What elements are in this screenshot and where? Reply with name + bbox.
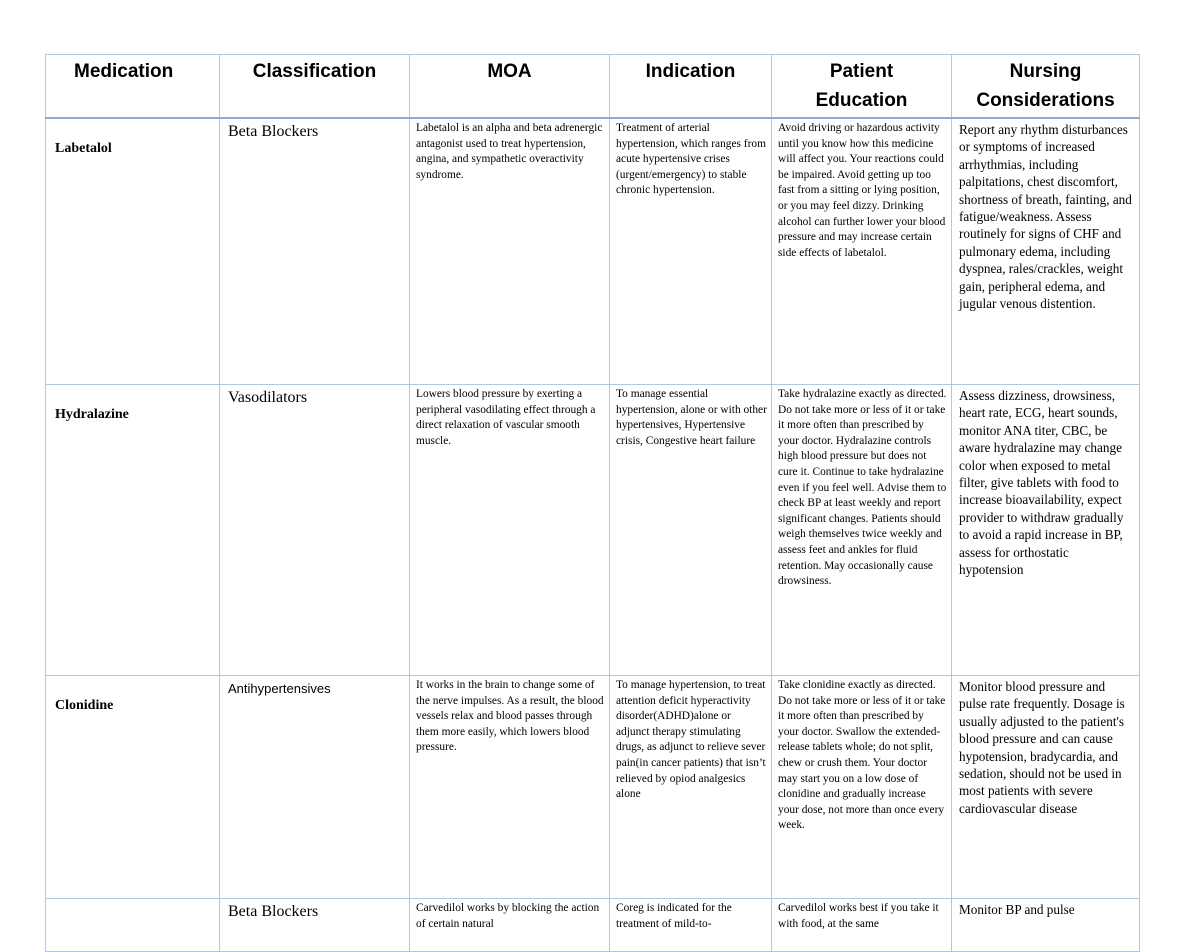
header-patient-education xyxy=(772,55,952,119)
table-row xyxy=(46,118,1140,385)
header-patient-education-line2: Education xyxy=(815,90,908,111)
medication-name: Hydralazine xyxy=(46,385,220,676)
medication-table-page xyxy=(45,54,1139,952)
nursing-considerations-cell xyxy=(952,899,1140,952)
medication-name xyxy=(46,899,220,952)
patient-education-cell xyxy=(772,899,952,952)
medication-name: Clonidine xyxy=(46,676,220,899)
indication-cell xyxy=(610,899,772,952)
medication-name: Labetalol xyxy=(46,118,220,385)
patient-education-text: Carvedilol works best if you take it with food, at the same xyxy=(778,902,939,930)
nursing-considerations-cell: Monitor blood pressure and pulse rate frequently. Dosage is usually adjusted to the patient's blood pressure and can cause hypotension, bradycardia, and sedation, should not be used in most patients with severe cardiovascular disease xyxy=(952,676,1140,899)
moa-cell: It works in the brain to change some of the nerve impulses. As a result, the blood vessels relax and blood passes through them more easily, which lowers blood pressure. xyxy=(410,676,610,899)
moa-cell: Lowers blood pressure by exerting a peripheral vasodilating effect through a direct relaxation of vascular smooth muscle. xyxy=(410,385,610,676)
nursing-text: Monitor BP and pulse xyxy=(959,902,1075,917)
moa-cell: Labetalol is an alpha and beta adrenergic antagonist used to treat hypertension, angina, and sympathetic overactivity syndrome. xyxy=(410,118,610,385)
classification-cell: Vasodilators xyxy=(220,385,410,676)
patient-education-cell: Avoid driving or hazardous activity until you know how this medicine will affect you. Your reactions could be impaired. Avoid getting up too fast from a sitting or lying position, or you may feel dizzy. Drinking alcohol can further lower your blood pressure and may increase certain side effects of labetalol. xyxy=(772,118,952,385)
table-row xyxy=(46,385,1140,676)
classification-cell: Antihypertensives xyxy=(220,676,410,899)
header-classification: Classification xyxy=(220,55,410,119)
header-patient-education-line1: Patient xyxy=(829,61,894,82)
classification-cell: Beta Blockers xyxy=(220,118,410,385)
table-row xyxy=(46,899,1140,952)
indication-cell: To manage hypertension, to treat attention deficit hyperactivity disorder(ADHD)alone or adjunct therapy stimulating drugs, as adjunct to relieve sever pain(in cancer patients) that isn’t relieved by opiod analgesics alone xyxy=(610,676,772,899)
header-moa: MOA xyxy=(410,55,610,119)
moa-text: Carvedilol works by blocking the action of certain natural xyxy=(416,902,600,930)
patient-education-cell: Take hydralazine exactly as directed. Do not take more or less of it or take it more often than prescribed by your doctor. Hydralazine controls high blood pressure but does not cure it. Continue to take hydralazine even if you feel well. Advise them to check BP at least weekly and report significant changes. Patients should weigh themselves twice weekly and assess feet and ankles for fluid retention. May occasionally cause drowsiness. xyxy=(772,385,952,676)
header-indication: Indication xyxy=(610,55,772,119)
header-nursing-line2: Considerations xyxy=(976,90,1115,111)
header-row xyxy=(46,55,1140,119)
classification-text: Beta Blockers xyxy=(228,903,319,920)
header-nursing-considerations xyxy=(952,55,1140,119)
patient-education-cell: Take clonidine exactly as directed. Do not take more or less of it or take it more often than prescribed by your doctor. Swallow the extended-release tablets whole; do not split, chew or crush them. Your doctor may start you on a low dose of clonidine and gradually increase your dose, not more than once every week. xyxy=(772,676,952,899)
indication-cell: Treatment of arterial hypertension, which ranges from acute hypertensive crises (urgent/emergency) to stable chronic hypertension. xyxy=(610,118,772,385)
medication-table xyxy=(45,54,1140,952)
header-nursing-line1: Nursing xyxy=(1009,61,1082,82)
nursing-considerations-cell: Report any rhythm disturbances or symptoms of increased arrhythmias, including palpitations, chest discomfort, shortness of breath, fainting, and fatigue/weakness. Assess routinely for signs of CHF and pulmonary edema, including dyspnea, rales/crackles, weight gain, peripheral edema, and jugular venous distention. xyxy=(952,118,1140,385)
moa-cell xyxy=(410,899,610,952)
classification-cell xyxy=(220,899,410,952)
indication-text: Coreg is indicated for the treatment of mild-to- xyxy=(616,902,732,930)
header-medication: Medication xyxy=(46,55,220,119)
nursing-considerations-cell: Assess dizziness, drowsiness, heart rate, ECG, heart sounds, monitor ANA titer, CBC, be aware hydralazine may change color when exposed to metal filter, give tablets with food to increase bioavailability, expect provider to withdraw gradually to avoid a rapid increase in BP, assess for orthostatic hypotension xyxy=(952,385,1140,676)
indication-cell: To manage essential hypertension, alone or with other hypertensives, Hypertensive crisis, Congestive heart failure xyxy=(610,385,772,676)
table-row xyxy=(46,676,1140,899)
